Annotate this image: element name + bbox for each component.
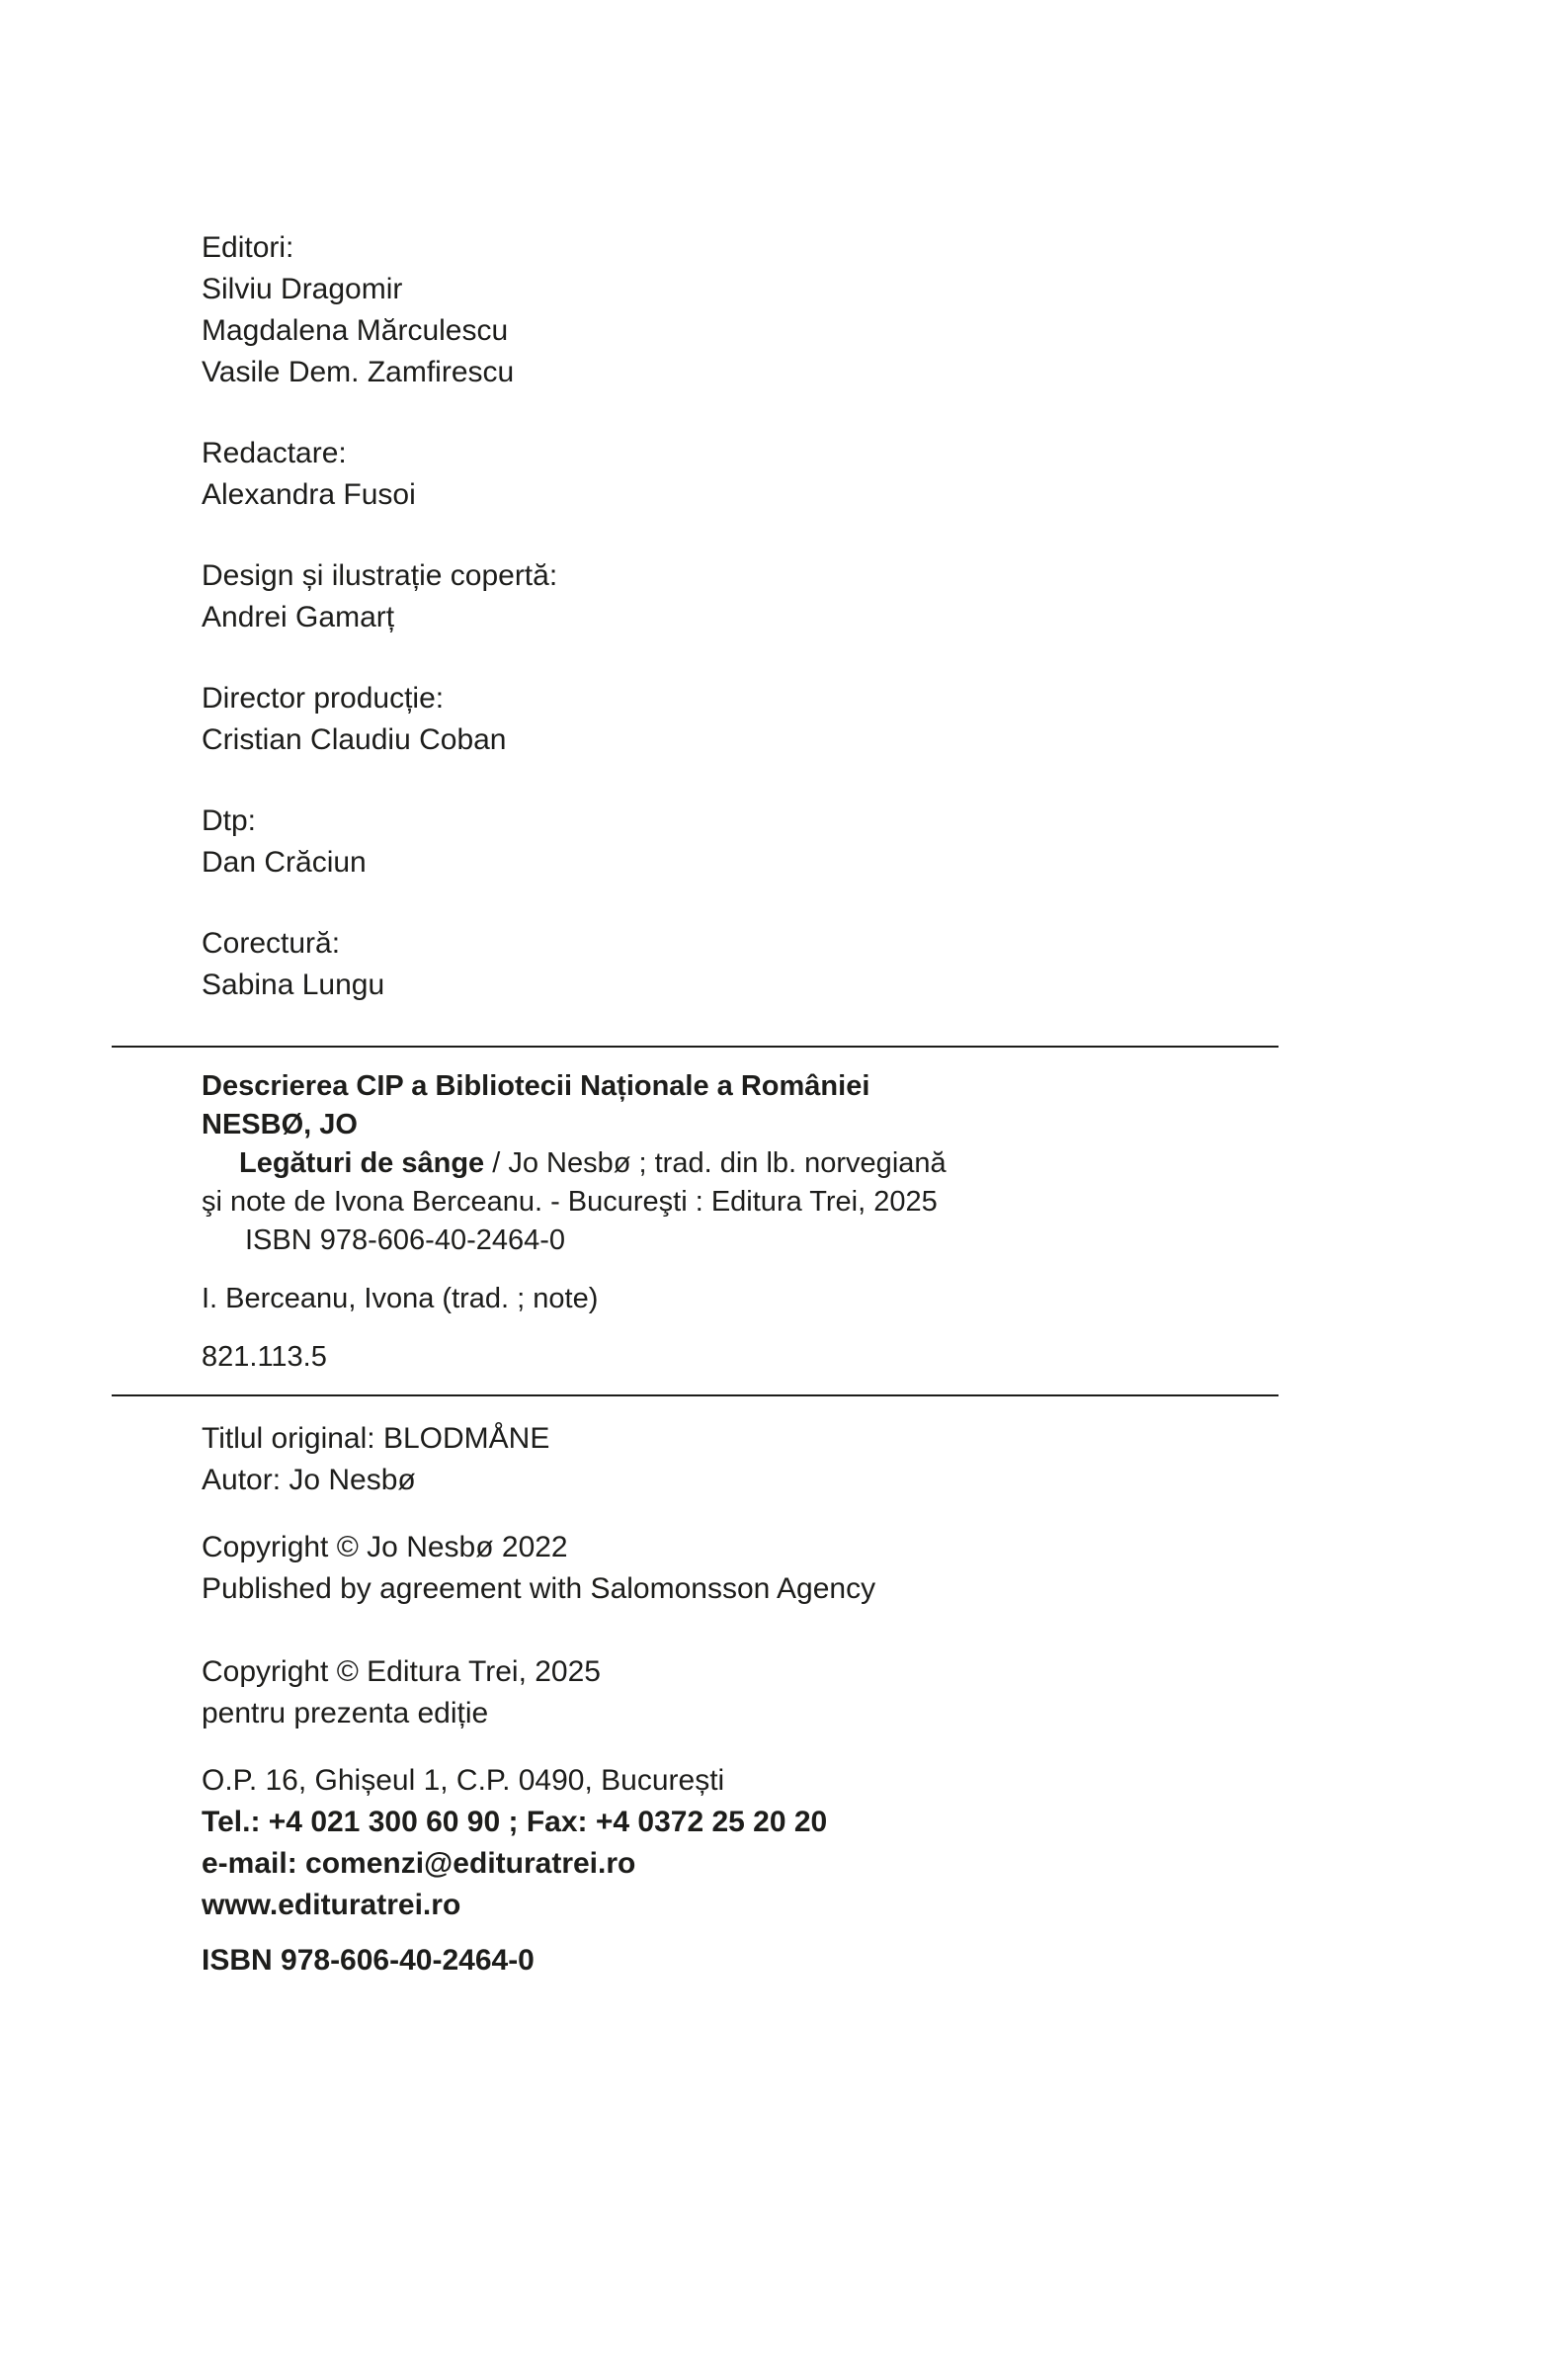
cip-book-title: Legături de sânge	[239, 1147, 485, 1179]
credits-block-proofreading	[202, 923, 1427, 1006]
cip-description-block	[202, 1067, 1427, 1377]
credit-name: Andrei Gamarț	[202, 601, 395, 633]
credits-block-design	[202, 555, 1427, 638]
credits-block-dtp	[202, 801, 1427, 884]
email-line: e-mail: comenzi@edituratrei.ro	[202, 1847, 636, 1880]
credit-name: Vasile Dem. Zamfirescu	[202, 356, 515, 388]
cip-classification-number: 821.113.5	[202, 1341, 327, 1373]
original-title-block	[202, 1418, 1427, 1501]
edition-note-line: pentru prezenta ediție	[202, 1697, 489, 1729]
credits-block-production	[202, 678, 1427, 761]
author-line: Autor: Jo Nesbø	[202, 1464, 416, 1496]
cip-author-entry: NESBØ, JO	[202, 1109, 358, 1140]
credit-role: Redactare:	[202, 437, 347, 469]
credit-role: Director producție:	[202, 682, 445, 715]
credit-role: Corectură:	[202, 927, 341, 960]
credit-name: Alexandra Fusoi	[202, 478, 416, 511]
copyright-author-block	[202, 1527, 1427, 1610]
credit-name: Silviu Dragomir	[202, 273, 403, 305]
imprint-content	[202, 227, 1427, 1982]
cip-translator-entry: I. Berceanu, Ivona (trad. ; note)	[202, 1283, 599, 1314]
phone-fax-line: Tel.: +4 021 300 60 90 ; Fax: +4 0372 25 20 20	[202, 1806, 828, 1838]
divider-top	[112, 1046, 1279, 1048]
address-line: O.P. 16, Ghișeul 1, C.P. 0490, București	[202, 1764, 725, 1797]
credits-block-editing	[202, 433, 1427, 516]
website-line: www.edituratrei.ro	[202, 1889, 461, 1921]
credit-name: Sabina Lungu	[202, 969, 385, 1001]
cip-isbn: ISBN 978-606-40-2464-0	[245, 1224, 566, 1256]
agency-line: Published by agreement with Salomonsson Agency	[202, 1572, 876, 1605]
credit-name: Cristian Claudiu Coban	[202, 723, 507, 756]
divider-bottom	[112, 1394, 1279, 1396]
original-title-line: Titlul original: BLODMÅNE	[202, 1422, 550, 1455]
credit-role: Dtp:	[202, 804, 257, 837]
copyright-publisher-line: Copyright © Editura Trei, 2025	[202, 1655, 601, 1688]
copyright-author-line: Copyright © Jo Nesbø 2022	[202, 1531, 568, 1563]
credit-role: Editori:	[202, 231, 294, 264]
credit-name: Magdalena Mărculescu	[202, 314, 509, 347]
copyright-publisher-block	[202, 1651, 1427, 1734]
credits-block-editors	[202, 227, 1427, 393]
cip-title-continuation: / Jo Nesbø ; trad. din lb. norvegiană	[484, 1147, 947, 1179]
cip-heading: Descrierea CIP a Bibliotecii Naționale a României	[202, 1070, 870, 1102]
cip-publication-line: şi note de Ivona Berceanu. - Bucureşti : Editura Trei, 2025	[202, 1186, 938, 1218]
credit-name: Dan Crăciun	[202, 846, 367, 879]
credit-role: Design și ilustrație copertă:	[202, 559, 558, 592]
isbn-line: ISBN 978-606-40-2464-0	[202, 1944, 535, 1977]
contact-block	[202, 1760, 1427, 1926]
cip-title-line	[202, 1144, 1427, 1183]
